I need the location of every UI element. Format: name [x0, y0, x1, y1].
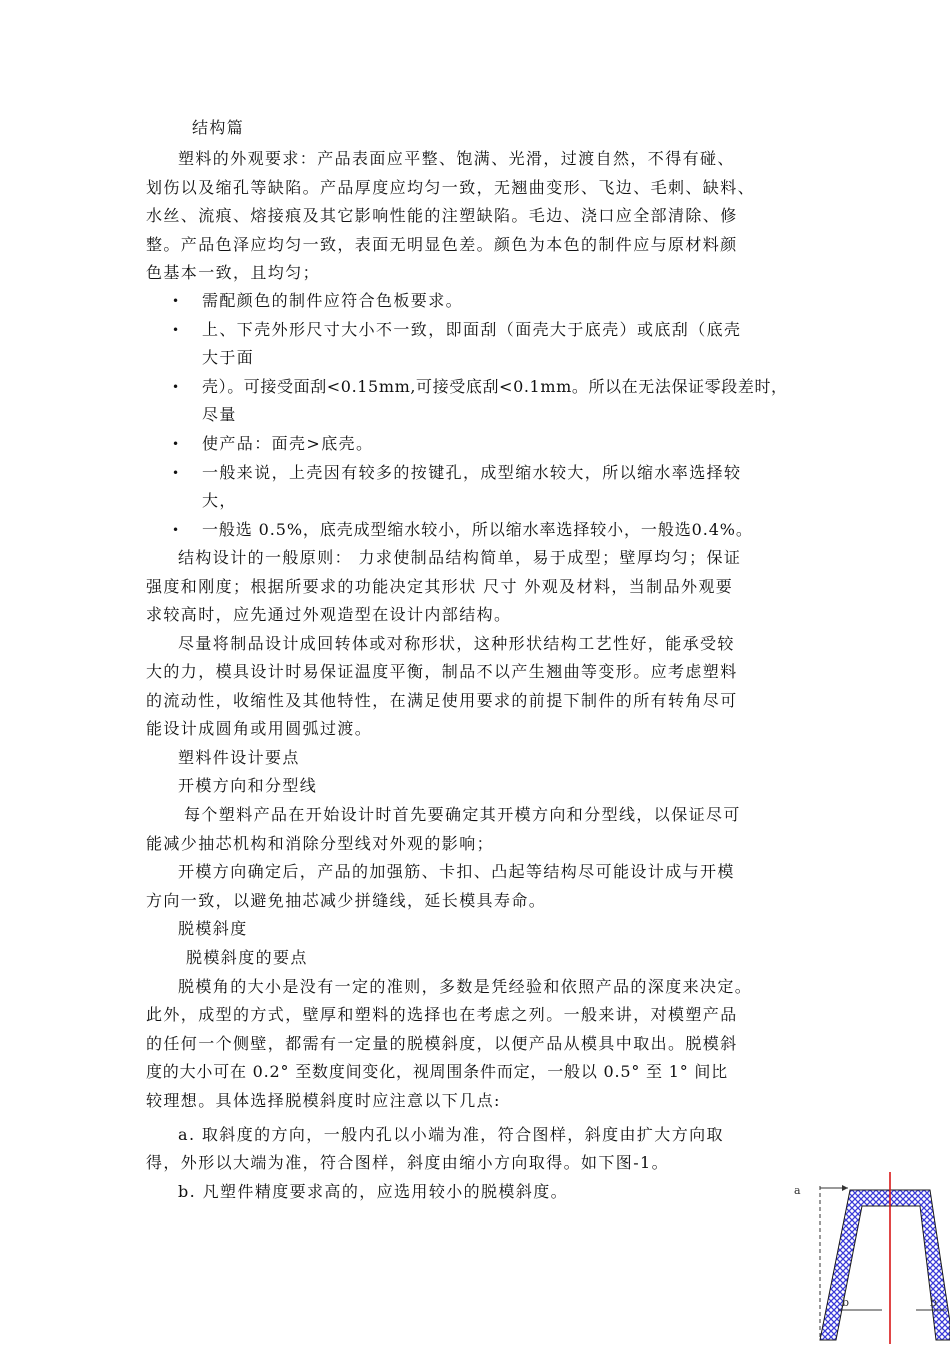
bullet-marker: • — [172, 323, 180, 337]
label-b-left: b — [842, 1296, 850, 1309]
subheading: 开模方向和分型线 — [178, 776, 318, 795]
text-line: 度的大小可在 0.2° 至数度间变化，视周围条件而定，一般以 0.5° 至 1° 间比 — [146, 1062, 728, 1081]
text-line: 每个塑料产品在开始设计时首先要确定其开模方向和分型线，以保证尽可 — [184, 805, 741, 824]
bullet-marker: • — [172, 437, 180, 451]
subheading: 脱模斜度 — [178, 919, 248, 938]
text-line: 的流动性，收缩性及其他特性，在满足使用要求的前提下制件的所有转角尽可 — [146, 691, 738, 710]
draft-angle-figure — [780, 1172, 950, 1344]
label-a: a — [794, 1184, 801, 1197]
section-heading: 结构篇 — [192, 118, 245, 137]
text-line: 较理想。具体选择脱模斜度时应注意以下几点: — [146, 1091, 501, 1110]
text-line: 结构设计的一般原则： 力求使制品结构简单，易于成型；壁厚均匀；保证 — [178, 548, 742, 567]
subheading: 脱模斜度的要点 — [186, 948, 308, 967]
text-line: 脱模角的大小是没有一定的准则，多数是凭经验和依照产品的深度来决定。 — [178, 977, 753, 996]
text-line: 得，外形以大端为准，符合图样，斜度由缩小方向取得。如下图-1。 — [146, 1153, 669, 1172]
text-line: a. 取斜度的方向，一般内孔以小端为准，符合图样，斜度由扩大方向取 — [178, 1125, 724, 1144]
text-line: 划伤以及缩孔等缺陷。产品厚度应均匀一致，无翘曲变形、飞边、毛刺、缺料、 — [146, 178, 756, 197]
text-line: 水丝、流痕、熔接痕及其它影响性能的注塑缺陷。毛边、浇口应全部清除、修 — [146, 206, 738, 225]
text-line: 整。产品色泽应均匀一致，表面无明显色差。颜色为本色的制件应与原材料颜 — [146, 235, 738, 254]
text-line: 尽量将制品设计成回转体或对称形状，这种形状结构工艺性好，能承受较 — [178, 634, 735, 653]
text-line: 能设计成圆角或用圆弧过渡。 — [146, 719, 373, 738]
arrow-icon — [842, 1185, 848, 1191]
bullet-item: 壳）。可接受面刮<0.15mm,可接受底刮<0.1mm。所以在无法保证零段差时， — [202, 377, 788, 396]
text-line: 方向一致，以避免抽芯减少拼缝线，延长模具寿命。 — [146, 891, 547, 910]
text-line: 的任何一个侧壁，都需有一定量的脱模斜度，以便产品从模具中取出。脱模斜 — [146, 1034, 738, 1053]
subheading: 塑料件设计要点 — [178, 748, 300, 767]
part-cross-section — [820, 1190, 950, 1340]
bullet-marker: • — [172, 523, 180, 537]
bullet-item-cont: 尽量 — [202, 405, 237, 424]
bullet-marker: • — [172, 294, 180, 308]
bullet-item: 使产品：面壳>底壳。 — [202, 434, 374, 453]
bullet-marker: • — [172, 380, 180, 394]
bullet-marker: • — [172, 466, 180, 480]
text-line: 大的力，模具设计时易保证温度平衡，制品不以产生翘曲等变形。应考虑塑料 — [146, 662, 738, 681]
text-line: 开模方向确定后，产品的加强筋、卡扣、凸起等结构尽可能设计成与开模 — [178, 862, 735, 881]
bullet-item-cont: 大于面 — [202, 348, 255, 367]
bullet-item: 一般来说，上壳因有较多的按键孔，成型缩水较大，所以缩水率选择较 — [202, 463, 742, 482]
text-line: 能减少抽芯机构和消除分型线对外观的影响； — [146, 834, 495, 853]
bullet-item-cont: 大， — [202, 491, 237, 510]
bullet-item: 上、下壳外形尺寸大小不一致，即面刮（面壳大于底壳）或底刮（底壳 — [202, 320, 742, 339]
text-line: 此外，成型的方式，壁厚和塑料的选择也在考虑之列。一般来讲，对模塑产品 — [146, 1005, 738, 1024]
text-line: 强度和刚度；根据所要求的功能决定其形状 尺寸 外观及材料，当制品外观要 — [146, 577, 734, 596]
list-item-b: b. 凡塑件精度要求高的，应选用较小的脱模斜度。 — [178, 1182, 569, 1201]
bullet-item: 一般选 0.5%，底壳成型缩水较小，所以缩水率选择较小，一般选0.4%。 — [202, 520, 753, 539]
bullet-item: 需配颜色的制件应符合色板要求。 — [202, 291, 464, 310]
text-line: 塑料的外观要求：产品表面应平整、饱满、光滑，过渡自然，不得有碰、 — [178, 149, 735, 168]
label-b-right: b — [930, 1296, 938, 1309]
text-line: 求较高时，应先通过外观造型在设计内部结构。 — [146, 605, 512, 624]
draft-angle-diagram — [780, 1172, 950, 1344]
text-line: 色基本一致，且均匀； — [146, 263, 321, 282]
